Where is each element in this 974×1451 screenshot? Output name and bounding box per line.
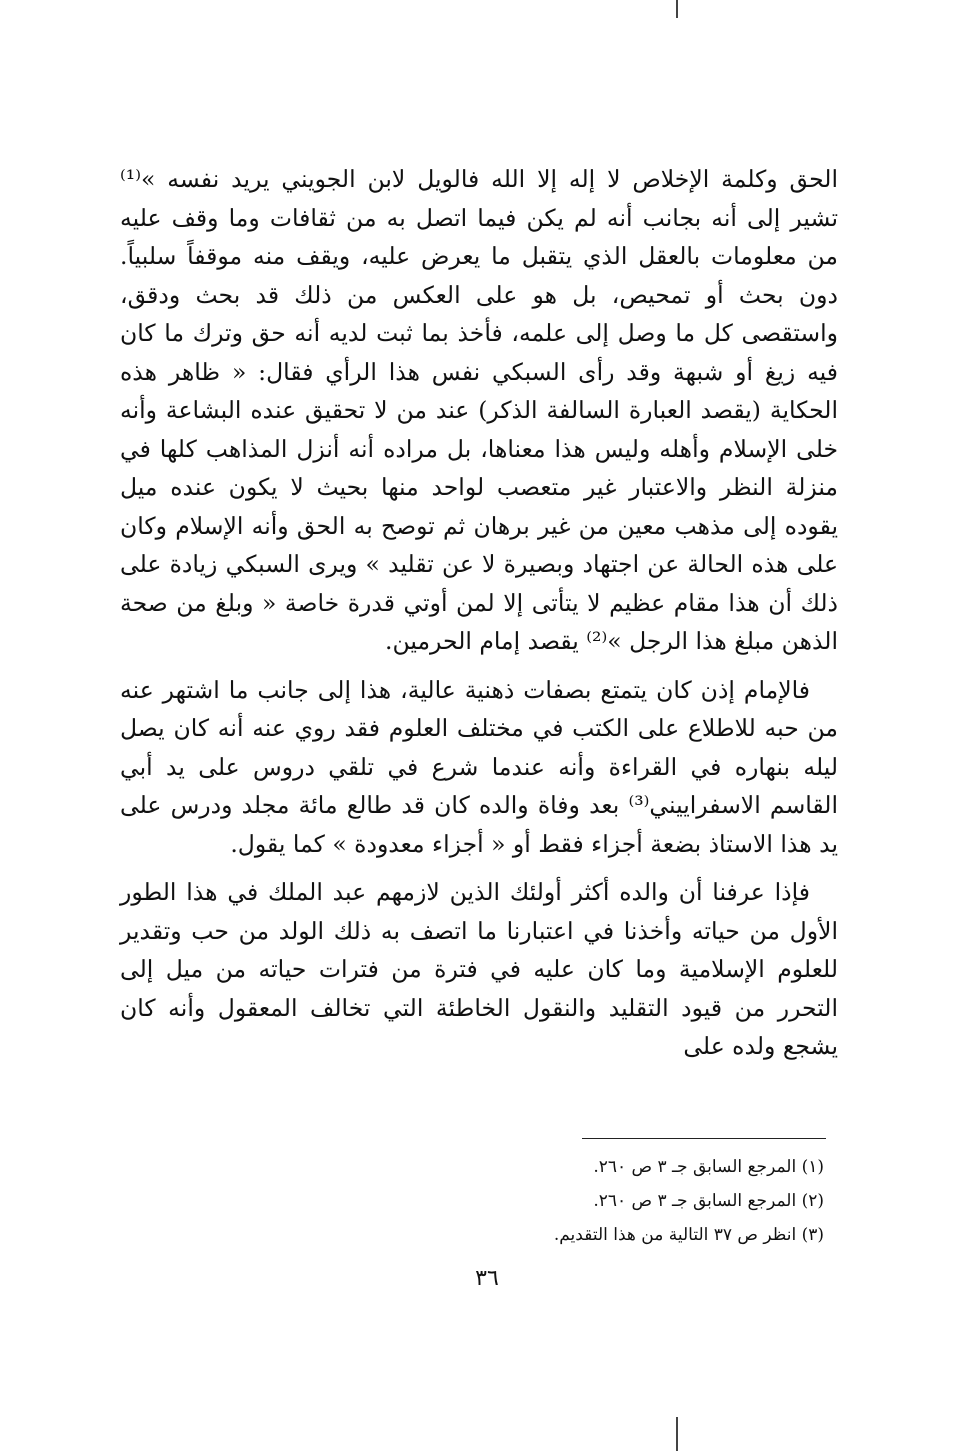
page-number: ٣٦ [475, 1266, 499, 1291]
footnote-3: (٣) انظر ص ٣٧ التالية من هذا التقديم. [553, 1225, 824, 1245]
crop-mark-bottom [676, 1417, 678, 1451]
footnote-1: (١) المرجع السابق جـ ٣ ص ٢٦٠. [593, 1157, 824, 1177]
footnote-2: (٢) المرجع السابق جـ ٣ ص ٢٦٠. [593, 1191, 824, 1211]
page-body [120, 160, 838, 1066]
paragraph-2: فالإمام إذن كان يتمتع بصفات ذهنية عالية، هذا إلى جانب ما اشتهر عنه من حبه للاطلاع على الكتب في مختلف العلوم فقد روي عنه أنه كان يصل ليله بنهاره في القراءة وأنه عندما شرع في تلقي دروس على يد أبي القاسم الاسفراييني⁽³⁾ بعد وفاة والده كان قد طالع مائة مجلد ودرس على يد هذا الاستاذ بضعة أجزاء فقط أو « أجزاء معدودة » كما يقول. [120, 675, 838, 858]
footnote-divider [582, 1138, 826, 1139]
paragraph-3: فإذا عرفنا أن والده أكثر أولئك الذين لازمهم عبد الملك في هذا الطور الأول من حياته وأخذنا في اعتبارنا ما اتصف به ذلك الولد من حب وتقدير للعلوم الإسلامية وما كان عليه في فترة من فترات حياته من ميل إلى التحرر من قيود التقليد والنقول الخاطئة التي تخالف المعقول وأنه كان يشجع ولده على [120, 878, 838, 1060]
crop-mark-top [676, 0, 678, 18]
paragraph-1: الحق وكلمة الإخلاص لا إله إلا الله فالويل لابن الجويني يريد نفسه »⁽¹⁾ تشير إلى أنه بجانب أنه لم يكن فيما اتصل به من ثقافات وما وقف عليه من معلومات بالعقل الذي يتقبل ما يعرض عليه، ويقف منه موقفاً سلبياً. دون بحث أو تمحيص، بل هو على العكس من ذلك قد بحث ودقق، واستقصى كل ما وصل إلى علمه، فأخذ بما ثبت لديه أنه حق وترك ما كان فيه زيغ أو شبهة وقد رأى السبكي نفس هذا الرأي فقال: « ظاهر هذه الحكاية (يقصد العبارة السالفة الذكر) عند من لا تحقيق عنده البشاعة وأنه خلى الإسلام وأهله وليس هذا معناها، بل مراده أنه أنزل المذاهب كلها في منزلة النظر والاعتبار غير متعصب لواحد منها بحيث لا يكون عنده ميل يقوده إلى مذهب معين من غير برهان ثم توصح به الحق وأنه الإسلام وكان على هذه الحالة عن اجتهاد وبصيرة لا عن تقليد » ويرى السبكي زيادة على ذلك أن هذا مقام عظيم لا يتأتى إلا لمن أوتي قدرة خاصة « وبلغ من صحة الذهن مبلغ هذا الرجل »⁽²⁾ يقصد إمام الحرمين. [120, 165, 839, 655]
footnotes [224, 1150, 824, 1252]
